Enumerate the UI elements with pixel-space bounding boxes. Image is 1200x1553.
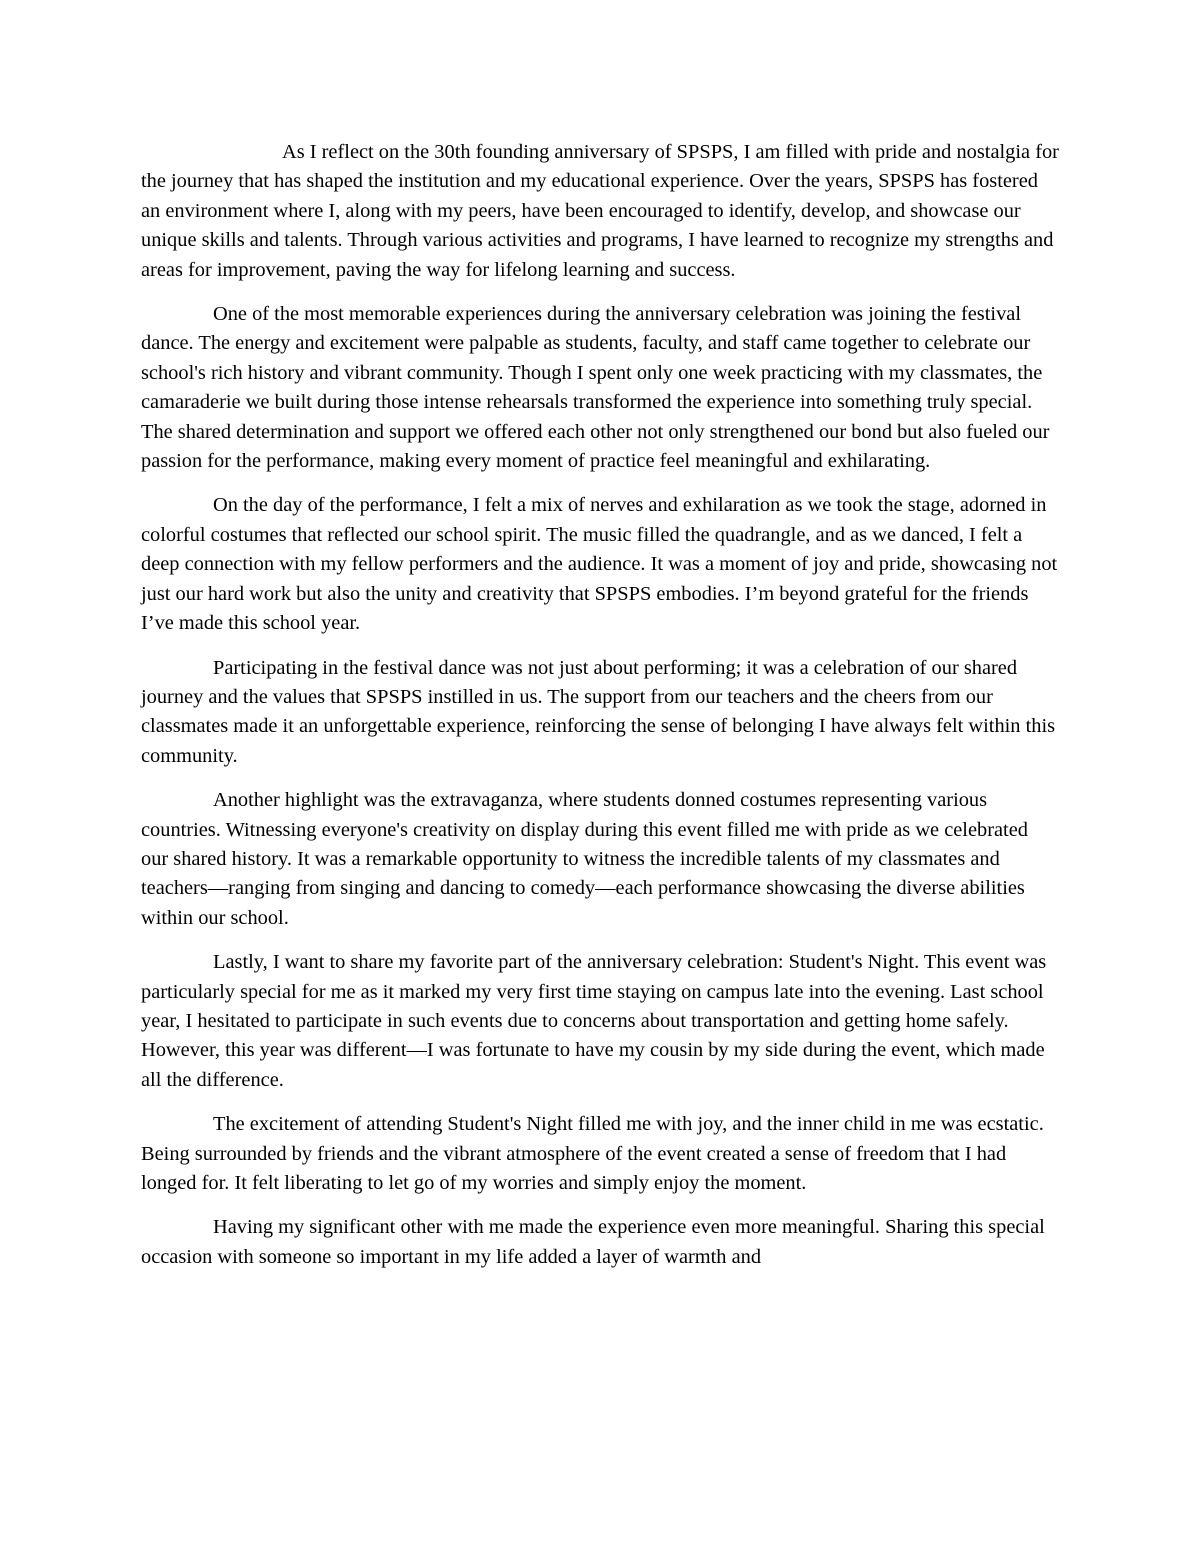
document-body [141,138,1059,1287]
paragraph-students-night: Lastly, I want to share my favorite part of the anniversary celebration: Student's Night. This event was particularly special for me as it marked my very first time staying on campus late into the evening. Last school year, I hesitated to participate in such events due to concerns about transportation and getting home safely. However, this year was different—I was fortunate to have my cousin by my side during the event, which made all the difference. [141,951,1047,1091]
paragraph-reflection-intro: As I reflect on the 30th founding anniversary of SPSPS, I am filled with pride and nostalgia for the journey that has shaped the institution and my educational experience. Over the years, SPSPS has fostered an environment where I, along with my peers, have been encouraged to identify, develop, and showcase our unique skills and talents. Through various activities and programs, I have learned to recognize my strengths and areas for improvement, paving the way for lifelong learning and success. [141,141,1059,281]
paragraph-excitement: The excitement of attending Student's Night filled me with joy, and the inner child in me was ecstatic. Being surrounded by friends and the vibrant atmosphere of the event created a sense of freedom that I had longed for. It felt liberating to let go of my worries and simply enjoy the moment. [141,1113,1044,1194]
paragraph-performance-day: On the day of the performance, I felt a mix of nerves and exhilaration as we took the stage, adorned in colorful costumes that reflected our school spirit. The music filled the quadrangle, and as we danced, I felt a deep connection with my fellow performers and the audience. It was a moment of joy and pride, showcasing not just our hard work but also the unity and creativity that SPSPS embodies. I’m beyond grateful for the friends I’ve made this school year. [141,494,1058,635]
paragraph-significant-other: Having my significant other with me made the experience even more meaningful. Sharing this special occasion with someone so important in my life added a layer of warmth and [141,1216,1045,1268]
paragraph-extravaganza: Another highlight was the extravaganza, where students donned costumes representing various countries. Witnessing everyone's creativity on display during this event filled me with pride as we celebrated our shared history. It was a remarkable opportunity to witness the incredible talents of my classmates and teachers—ranging from singing and dancing to comedy—each performance showcasing the diverse abilities within our school. [141,789,1028,929]
paragraph-shared-journey: Participating in the festival dance was not just about performing; it was a celebration of our shared journey and the values that SPSPS instilled in us. The support from our teachers and the cheers from our classmates made it an unforgettable experience, reinforcing the sense of belonging I have always felt within this community. [141,656,1056,767]
paragraph-festival-dance: One of the most memorable experiences during the anniversary celebration was joining the festival dance. The energy and excitement were palpable as students, faculty, and staff came together to celebrate our school's rich history and vibrant community. Though I spent only one week practicing with my classmates, the camaraderie we built during those intense rehearsals transformed the experience into something truly special. The shared determination and support we offered each other not only strengthened our bond but also fueled our passion for the performance, making every moment of practice feel meaningful and exhilarating. [141,303,1050,473]
